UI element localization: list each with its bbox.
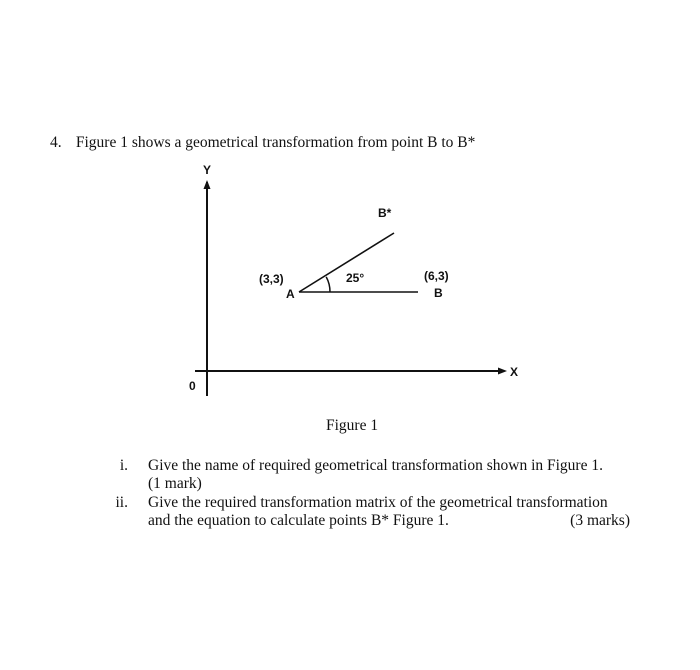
sub-question-number: i. <box>119 457 128 474</box>
question-text: Figure 1 shows a geometrical transformation from point B to B* <box>75 134 476 151</box>
origin-label: 0 <box>189 379 196 393</box>
sub-question-number: ii. <box>115 494 128 511</box>
angle-arc <box>326 277 330 292</box>
angle-label: 25° <box>346 271 365 285</box>
sub-question-marks: (3 marks) <box>570 512 630 529</box>
point-b-label: B <box>434 286 443 300</box>
question-number: 4. <box>50 134 62 151</box>
sub-question-line: Give the required transformation matrix of the geometrical transformation <box>148 494 608 511</box>
x-axis-arrowhead <box>498 368 507 375</box>
y-axis-label: Y <box>203 163 212 177</box>
x-axis-label: X <box>510 365 519 379</box>
figure-caption: Figure 1 <box>326 417 379 434</box>
point-b-coords: (6,3) <box>424 269 449 283</box>
point-a-coords: (3,3) <box>259 272 284 286</box>
sub-question-line: Give the name of required geometrical transformation shown in Figure 1. <box>148 457 603 474</box>
y-axis-arrowhead <box>204 180 211 189</box>
point-a-label: A <box>286 287 295 301</box>
sub-question-line: and the equation to calculate points B* Figure 1. <box>148 512 449 529</box>
point-bstar-label: B* <box>378 206 392 220</box>
sub-question-marks: (1 mark) <box>148 475 202 492</box>
